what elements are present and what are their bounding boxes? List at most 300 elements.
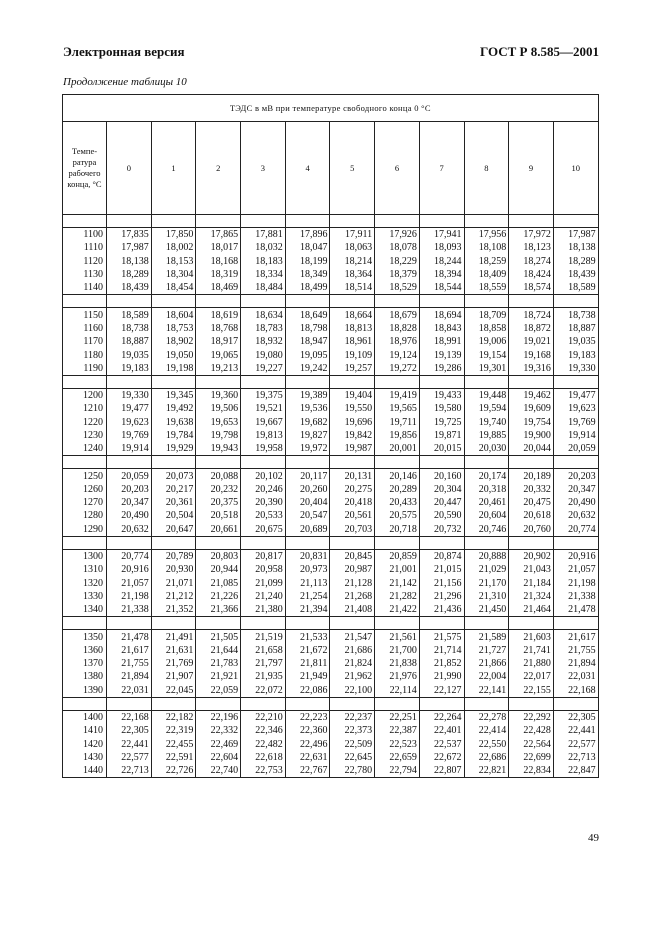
emf-value-cell: 20,332 bbox=[509, 483, 554, 496]
emf-value-cell: 21,436 bbox=[419, 603, 464, 617]
emf-value-cell: 19,754 bbox=[509, 416, 554, 429]
emf-value-cell: 21,976 bbox=[375, 670, 420, 683]
emf-value-cell: 20,675 bbox=[241, 523, 286, 537]
emf-value-cell: 22,550 bbox=[464, 738, 509, 751]
emf-value-cell: 19,987 bbox=[330, 442, 375, 456]
emf-value-cell: 22,672 bbox=[419, 751, 464, 764]
emf-value-cell: 21,057 bbox=[553, 563, 598, 576]
table-row bbox=[63, 241, 599, 254]
emf-value-cell: 17,972 bbox=[509, 228, 554, 242]
emf-value-cell: 20,073 bbox=[151, 469, 196, 483]
emf-value-cell: 19,827 bbox=[285, 429, 330, 442]
emf-value-cell: 22,114 bbox=[375, 684, 420, 698]
emf-value-cell: 21,338 bbox=[553, 590, 598, 603]
separator-cell bbox=[196, 375, 241, 388]
temperature-cell: 1430 bbox=[63, 751, 107, 764]
emf-value-cell: 19,345 bbox=[151, 388, 196, 402]
column-header-10: 10 bbox=[553, 122, 598, 215]
emf-value-cell: 18,902 bbox=[151, 335, 196, 348]
emf-value-cell: 18,544 bbox=[419, 281, 464, 295]
table-row bbox=[63, 429, 599, 442]
emf-value-cell: 17,865 bbox=[196, 228, 241, 242]
separator-cell bbox=[464, 295, 509, 308]
table-row bbox=[63, 563, 599, 576]
emf-value-cell: 18,529 bbox=[375, 281, 420, 295]
emf-value-cell: 22,168 bbox=[553, 684, 598, 698]
emf-value-cell: 21,880 bbox=[509, 657, 554, 670]
separator-cell bbox=[285, 536, 330, 549]
emf-value-cell: 18,349 bbox=[285, 268, 330, 281]
temperature-cell: 1440 bbox=[63, 764, 107, 778]
separator-cell bbox=[107, 215, 152, 228]
separator-cell bbox=[509, 536, 554, 549]
emf-value-cell: 19,198 bbox=[151, 362, 196, 376]
separator-cell bbox=[107, 375, 152, 388]
table-row bbox=[63, 496, 599, 509]
emf-value-cell: 20,746 bbox=[464, 523, 509, 537]
temperature-column-header: Темпе-ратура рабочего конца, °С bbox=[63, 122, 107, 215]
emf-value-cell: 19,301 bbox=[464, 362, 509, 376]
emf-value-cell: 22,059 bbox=[196, 684, 241, 698]
emf-value-cell: 18,379 bbox=[375, 268, 420, 281]
emf-value-cell: 21,603 bbox=[509, 630, 554, 644]
emf-value-cell: 21,128 bbox=[330, 577, 375, 590]
table-row bbox=[63, 670, 599, 683]
emf-value-cell: 21,811 bbox=[285, 657, 330, 670]
emf-value-cell: 18,047 bbox=[285, 241, 330, 254]
group-separator bbox=[63, 536, 599, 549]
emf-value-cell: 21,254 bbox=[285, 590, 330, 603]
temperature-cell: 1220 bbox=[63, 416, 107, 429]
separator-cell bbox=[285, 617, 330, 630]
table-row bbox=[63, 483, 599, 496]
separator-cell bbox=[553, 697, 598, 710]
emf-value-cell: 18,409 bbox=[464, 268, 509, 281]
emf-value-cell: 19,154 bbox=[464, 348, 509, 361]
emf-value-cell: 20,490 bbox=[107, 509, 152, 522]
emf-value-cell: 20,590 bbox=[419, 509, 464, 522]
emf-value-cell: 20,174 bbox=[464, 469, 509, 483]
emf-value-cell: 19,623 bbox=[107, 416, 152, 429]
emf-value-cell: 21,589 bbox=[464, 630, 509, 644]
emf-value-cell: 21,296 bbox=[419, 590, 464, 603]
separator-cell bbox=[419, 295, 464, 308]
emf-value-cell: 22,319 bbox=[151, 724, 196, 737]
emf-value-cell: 22,686 bbox=[464, 751, 509, 764]
emf-value-cell: 22,659 bbox=[375, 751, 420, 764]
emf-value-cell: 17,850 bbox=[151, 228, 196, 242]
emf-value-cell: 21,198 bbox=[553, 577, 598, 590]
emf-value-cell: 20,347 bbox=[107, 496, 152, 509]
emf-value-cell: 22,780 bbox=[330, 764, 375, 778]
separator-cell bbox=[196, 697, 241, 710]
emf-value-cell: 19,594 bbox=[464, 402, 509, 415]
emf-value-cell: 22,414 bbox=[464, 724, 509, 737]
emf-value-cell: 20,632 bbox=[107, 523, 152, 537]
emf-value-cell: 20,632 bbox=[553, 509, 598, 522]
emf-value-cell: 22,428 bbox=[509, 724, 554, 737]
separator-cell bbox=[151, 215, 196, 228]
emf-value-cell: 20,433 bbox=[375, 496, 420, 509]
emf-value-cell: 19,183 bbox=[107, 362, 152, 376]
temperature-cell: 1150 bbox=[63, 308, 107, 322]
temperature-cell: 1230 bbox=[63, 429, 107, 442]
emf-value-cell: 22,618 bbox=[241, 751, 286, 764]
emf-value-cell: 20,732 bbox=[419, 523, 464, 537]
emf-value-cell: 21,866 bbox=[464, 657, 509, 670]
column-header-8: 8 bbox=[464, 122, 509, 215]
thermo-emf-table bbox=[62, 94, 599, 778]
emf-value-cell: 18,454 bbox=[151, 281, 196, 295]
table-title-row bbox=[63, 95, 599, 122]
column-header-3: 3 bbox=[241, 122, 286, 215]
emf-value-cell: 18,619 bbox=[196, 308, 241, 322]
emf-value-cell: 21,755 bbox=[553, 644, 598, 657]
separator-cell bbox=[375, 375, 420, 388]
emf-value-cell: 20,146 bbox=[375, 469, 420, 483]
separator-cell bbox=[151, 617, 196, 630]
emf-value-cell: 21,491 bbox=[151, 630, 196, 644]
emf-value-cell: 22,360 bbox=[285, 724, 330, 737]
table-row bbox=[63, 509, 599, 522]
table-row bbox=[63, 281, 599, 295]
emf-value-cell: 22,401 bbox=[419, 724, 464, 737]
emf-value-cell: 22,155 bbox=[509, 684, 554, 698]
emf-value-cell: 20,518 bbox=[196, 509, 241, 522]
temperature-cell: 1360 bbox=[63, 644, 107, 657]
table-row bbox=[63, 751, 599, 764]
emf-value-cell: 21,085 bbox=[196, 577, 241, 590]
emf-value-cell: 20,059 bbox=[107, 469, 152, 483]
separator-cell bbox=[330, 215, 375, 228]
separator-cell bbox=[553, 617, 598, 630]
emf-value-cell: 19,769 bbox=[553, 416, 598, 429]
separator-cell bbox=[509, 617, 554, 630]
emf-value-cell: 22,807 bbox=[419, 764, 464, 778]
emf-value-cell: 20,030 bbox=[464, 442, 509, 456]
emf-value-cell: 18,469 bbox=[196, 281, 241, 295]
separator-cell bbox=[375, 697, 420, 710]
emf-value-cell: 19,213 bbox=[196, 362, 241, 376]
emf-value-cell: 22,740 bbox=[196, 764, 241, 778]
separator-cell bbox=[63, 295, 107, 308]
emf-value-cell: 21,043 bbox=[509, 563, 554, 576]
emf-value-cell: 20,647 bbox=[151, 523, 196, 537]
emf-value-cell: 22,237 bbox=[330, 710, 375, 724]
emf-value-cell: 19,609 bbox=[509, 402, 554, 415]
separator-cell bbox=[285, 456, 330, 469]
table-row bbox=[63, 590, 599, 603]
emf-value-cell: 17,881 bbox=[241, 228, 286, 242]
emf-value-cell: 21,894 bbox=[107, 670, 152, 683]
separator-cell bbox=[553, 536, 598, 549]
emf-value-cell: 20,490 bbox=[553, 496, 598, 509]
emf-value-cell: 18,153 bbox=[151, 255, 196, 268]
emf-value-cell: 19,842 bbox=[330, 429, 375, 442]
emf-value-cell: 18,589 bbox=[107, 308, 152, 322]
emf-value-cell: 19,139 bbox=[419, 348, 464, 361]
emf-value-cell: 19,696 bbox=[330, 416, 375, 429]
emf-value-cell: 20,203 bbox=[107, 483, 152, 496]
table-row bbox=[63, 362, 599, 376]
emf-value-cell: 18,604 bbox=[151, 308, 196, 322]
emf-value-cell: 18,709 bbox=[464, 308, 509, 322]
emf-value-cell: 18,439 bbox=[553, 268, 598, 281]
column-header-1: 1 bbox=[151, 122, 196, 215]
separator-cell bbox=[285, 215, 330, 228]
separator-cell bbox=[419, 456, 464, 469]
emf-value-cell: 21,617 bbox=[107, 644, 152, 657]
separator-cell bbox=[241, 375, 286, 388]
emf-value-cell: 22,031 bbox=[107, 684, 152, 698]
emf-value-cell: 20,447 bbox=[419, 496, 464, 509]
separator-cell bbox=[107, 617, 152, 630]
emf-value-cell: 22,441 bbox=[553, 724, 598, 737]
emf-value-cell: 19,183 bbox=[553, 348, 598, 361]
emf-value-cell: 18,229 bbox=[375, 255, 420, 268]
emf-value-cell: 22,072 bbox=[241, 684, 286, 698]
group-separator bbox=[63, 215, 599, 228]
emf-value-cell: 22,577 bbox=[553, 738, 598, 751]
emf-value-cell: 19,638 bbox=[151, 416, 196, 429]
temperature-cell: 1200 bbox=[63, 388, 107, 402]
separator-cell bbox=[553, 456, 598, 469]
separator-cell bbox=[464, 456, 509, 469]
emf-value-cell: 22,168 bbox=[107, 710, 152, 724]
column-header-4: 4 bbox=[285, 122, 330, 215]
temperature-cell: 1270 bbox=[63, 496, 107, 509]
emf-value-cell: 21,727 bbox=[464, 644, 509, 657]
emf-value-cell: 21,142 bbox=[375, 577, 420, 590]
emf-value-cell: 22,100 bbox=[330, 684, 375, 698]
emf-value-cell: 20,404 bbox=[285, 496, 330, 509]
emf-value-cell: 20,461 bbox=[464, 496, 509, 509]
separator-cell bbox=[419, 697, 464, 710]
table-row bbox=[63, 549, 599, 563]
table-row bbox=[63, 442, 599, 456]
emf-value-cell: 18,093 bbox=[419, 241, 464, 254]
table-row bbox=[63, 402, 599, 415]
separator-cell bbox=[553, 375, 598, 388]
separator-cell bbox=[553, 295, 598, 308]
emf-value-cell: 19,725 bbox=[419, 416, 464, 429]
separator-cell bbox=[107, 536, 152, 549]
emf-value-cell: 22,045 bbox=[151, 684, 196, 698]
emf-value-cell: 22,469 bbox=[196, 738, 241, 751]
separator-cell bbox=[63, 697, 107, 710]
separator-cell bbox=[63, 456, 107, 469]
table-title: ТЭДС в мВ при температуре свободного конца 0 °С bbox=[63, 95, 599, 122]
emf-value-cell: 20,930 bbox=[151, 563, 196, 576]
emf-value-cell: 18,484 bbox=[241, 281, 286, 295]
emf-value-cell: 21,505 bbox=[196, 630, 241, 644]
table-row bbox=[63, 388, 599, 402]
column-header-6: 6 bbox=[375, 122, 420, 215]
emf-value-cell: 21,672 bbox=[285, 644, 330, 657]
emf-value-cell: 21,338 bbox=[107, 603, 152, 617]
emf-value-cell: 18,289 bbox=[553, 255, 598, 268]
emf-value-cell: 22,821 bbox=[464, 764, 509, 778]
emf-value-cell: 18,649 bbox=[285, 308, 330, 322]
emf-value-cell: 22,537 bbox=[419, 738, 464, 751]
emf-value-cell: 20,916 bbox=[107, 563, 152, 576]
emf-value-cell: 20,232 bbox=[196, 483, 241, 496]
emf-value-cell: 19,813 bbox=[241, 429, 286, 442]
emf-value-cell: 19,667 bbox=[241, 416, 286, 429]
emf-value-cell: 17,835 bbox=[107, 228, 152, 242]
temperature-cell: 1280 bbox=[63, 509, 107, 522]
emf-value-cell: 17,987 bbox=[553, 228, 598, 242]
emf-value-cell: 21,450 bbox=[464, 603, 509, 617]
emf-value-cell: 19,242 bbox=[285, 362, 330, 376]
emf-value-cell: 20,859 bbox=[375, 549, 420, 563]
separator-cell bbox=[375, 617, 420, 630]
emf-value-cell: 19,769 bbox=[107, 429, 152, 442]
temperature-cell: 1130 bbox=[63, 268, 107, 281]
emf-value-cell: 21,380 bbox=[241, 603, 286, 617]
emf-value-cell: 19,943 bbox=[196, 442, 241, 456]
emf-value-cell: 21,478 bbox=[553, 603, 598, 617]
emf-value-cell: 19,124 bbox=[375, 348, 420, 361]
emf-value-cell: 20,260 bbox=[285, 483, 330, 496]
emf-value-cell: 22,292 bbox=[509, 710, 554, 724]
emf-value-cell: 18,828 bbox=[375, 322, 420, 335]
emf-value-cell: 21,907 bbox=[151, 670, 196, 683]
emf-value-cell: 17,987 bbox=[107, 241, 152, 254]
temperature-cell: 1260 bbox=[63, 483, 107, 496]
emf-value-cell: 22,264 bbox=[419, 710, 464, 724]
emf-value-cell: 19,286 bbox=[419, 362, 464, 376]
emf-value-cell: 19,958 bbox=[241, 442, 286, 456]
emf-value-cell: 18,843 bbox=[419, 322, 464, 335]
emf-value-cell: 19,784 bbox=[151, 429, 196, 442]
emf-value-cell: 18,334 bbox=[241, 268, 286, 281]
temperature-cell: 1300 bbox=[63, 549, 107, 563]
emf-value-cell: 21,755 bbox=[107, 657, 152, 670]
separator-cell bbox=[63, 215, 107, 228]
emf-value-cell: 20,418 bbox=[330, 496, 375, 509]
emf-value-cell: 20,618 bbox=[509, 509, 554, 522]
temperature-cell: 1240 bbox=[63, 442, 107, 456]
emf-value-cell: 22,196 bbox=[196, 710, 241, 724]
separator-cell bbox=[509, 295, 554, 308]
emf-value-cell: 18,961 bbox=[330, 335, 375, 348]
emf-value-cell: 20,117 bbox=[285, 469, 330, 483]
separator-cell bbox=[509, 697, 554, 710]
emf-value-cell: 20,347 bbox=[553, 483, 598, 496]
emf-value-cell: 19,389 bbox=[285, 388, 330, 402]
table-row bbox=[63, 268, 599, 281]
emf-value-cell: 19,404 bbox=[330, 388, 375, 402]
emf-value-cell: 18,032 bbox=[241, 241, 286, 254]
emf-value-cell: 18,002 bbox=[151, 241, 196, 254]
emf-value-cell: 21,198 bbox=[107, 590, 152, 603]
emf-value-cell: 18,424 bbox=[509, 268, 554, 281]
emf-value-cell: 19,914 bbox=[107, 442, 152, 456]
emf-value-cell: 22,387 bbox=[375, 724, 420, 737]
separator-cell bbox=[151, 295, 196, 308]
table-row bbox=[63, 644, 599, 657]
separator-cell bbox=[151, 456, 196, 469]
emf-value-cell: 18,138 bbox=[107, 255, 152, 268]
separator-cell bbox=[151, 536, 196, 549]
separator-cell bbox=[107, 295, 152, 308]
emf-value-cell: 19,653 bbox=[196, 416, 241, 429]
emf-value-cell: 20,275 bbox=[330, 483, 375, 496]
emf-value-cell: 20,774 bbox=[553, 523, 598, 537]
emf-value-cell: 20,015 bbox=[419, 442, 464, 456]
emf-value-cell: 21,631 bbox=[151, 644, 196, 657]
emf-value-cell: 20,289 bbox=[375, 483, 420, 496]
emf-value-cell: 20,547 bbox=[285, 509, 330, 522]
emf-value-cell: 22,604 bbox=[196, 751, 241, 764]
emf-value-cell: 22,141 bbox=[464, 684, 509, 698]
emf-value-cell: 21,240 bbox=[241, 590, 286, 603]
emf-value-cell: 22,127 bbox=[419, 684, 464, 698]
emf-value-cell: 17,926 bbox=[375, 228, 420, 242]
separator-cell bbox=[419, 536, 464, 549]
emf-value-cell: 20,774 bbox=[107, 549, 152, 563]
table-row bbox=[63, 469, 599, 483]
separator-cell bbox=[330, 295, 375, 308]
emf-value-cell: 21,921 bbox=[196, 670, 241, 683]
emf-value-cell: 18,499 bbox=[285, 281, 330, 295]
emf-value-cell: 19,711 bbox=[375, 416, 420, 429]
emf-value-cell: 19,477 bbox=[553, 388, 598, 402]
temperature-cell: 1350 bbox=[63, 630, 107, 644]
emf-value-cell: 21,769 bbox=[151, 657, 196, 670]
emf-value-cell: 19,885 bbox=[464, 429, 509, 442]
separator-cell bbox=[151, 697, 196, 710]
temperature-cell: 1410 bbox=[63, 724, 107, 737]
separator-cell bbox=[285, 697, 330, 710]
emf-value-cell: 19,316 bbox=[509, 362, 554, 376]
emf-value-cell: 20,059 bbox=[553, 442, 598, 456]
emf-value-cell: 18,768 bbox=[196, 322, 241, 335]
separator-cell bbox=[63, 617, 107, 630]
emf-value-cell: 21,714 bbox=[419, 644, 464, 657]
emf-value-cell: 18,872 bbox=[509, 322, 554, 335]
emf-value-cell: 21,935 bbox=[241, 670, 286, 683]
emf-value-cell: 21,394 bbox=[285, 603, 330, 617]
emf-value-cell: 18,976 bbox=[375, 335, 420, 348]
temperature-cell: 1180 bbox=[63, 348, 107, 361]
emf-value-cell: 19,506 bbox=[196, 402, 241, 415]
separator-cell bbox=[241, 697, 286, 710]
emf-value-cell: 20,189 bbox=[509, 469, 554, 483]
emf-value-cell: 18,017 bbox=[196, 241, 241, 254]
emf-value-cell: 20,131 bbox=[330, 469, 375, 483]
standard-number: ГОСТ Р 8.585—2001 bbox=[480, 44, 599, 59]
emf-value-cell: 21,282 bbox=[375, 590, 420, 603]
emf-value-cell: 21,783 bbox=[196, 657, 241, 670]
table-row bbox=[63, 710, 599, 724]
table-row bbox=[63, 577, 599, 590]
emf-value-cell: 20,533 bbox=[241, 509, 286, 522]
table-caption: Продолжение таблицы 10 bbox=[63, 76, 187, 88]
emf-value-cell: 22,834 bbox=[509, 764, 554, 778]
emf-value-cell: 21,029 bbox=[464, 563, 509, 576]
emf-value-cell: 21,310 bbox=[464, 590, 509, 603]
emf-value-cell: 21,268 bbox=[330, 590, 375, 603]
emf-value-cell: 22,564 bbox=[509, 738, 554, 751]
emf-value-cell: 19,257 bbox=[330, 362, 375, 376]
emf-value-cell: 18,798 bbox=[285, 322, 330, 335]
emf-value-cell: 21,226 bbox=[196, 590, 241, 603]
emf-value-cell: 18,664 bbox=[330, 308, 375, 322]
emf-value-cell: 21,071 bbox=[151, 577, 196, 590]
emf-value-cell: 21,658 bbox=[241, 644, 286, 657]
